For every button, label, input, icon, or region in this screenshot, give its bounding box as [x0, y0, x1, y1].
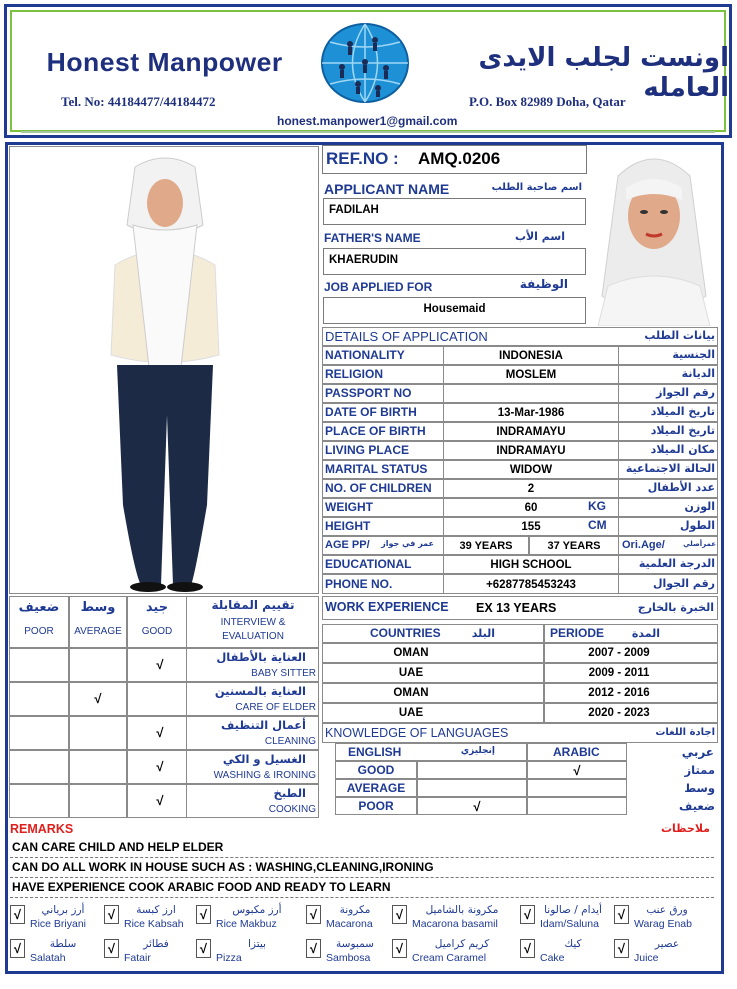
- work-period: 2012 - 2016: [588, 687, 650, 699]
- details-row-label-en: RELIGION: [325, 367, 384, 381]
- education-label-ar: الدرجة العلمية: [638, 557, 715, 570]
- work-label-en: WORK EXPERIENCE: [325, 600, 449, 614]
- ref-value: AMQ.0206: [418, 149, 501, 168]
- work-period: 2007 - 2009: [588, 647, 650, 659]
- food-check: √: [196, 905, 211, 924]
- languages-title-en: KNOWLEDGE OF LANGUAGES: [325, 726, 509, 740]
- food-name-en: Macarona basamil: [412, 918, 498, 930]
- work-country: OMAN: [393, 647, 429, 659]
- details-row-unit: CM: [588, 518, 607, 532]
- countries-label-en: COUNTRIES: [370, 626, 441, 640]
- food-check: √: [306, 905, 321, 924]
- eval-avg-cell: [69, 784, 127, 818]
- phone-label-en: PHONE NO.: [325, 577, 393, 591]
- food-name-en: Fatair: [124, 952, 151, 964]
- lang-level-ar: ممتاز: [684, 763, 715, 777]
- eval-poor-cell: [9, 784, 69, 818]
- details-row-label-en: MARITAL STATUS: [325, 462, 428, 476]
- job-label-en: JOB APPLIED FOR: [324, 280, 433, 294]
- eval-skill-en: CARE OF ELDER: [235, 702, 316, 713]
- lang-arabic-ar: عربي: [681, 745, 714, 759]
- food-name-ar: كيك: [564, 938, 582, 950]
- eval-skill-ar: أعمال التنظيف: [220, 718, 306, 732]
- eval-poor-cell: [9, 682, 69, 716]
- details-row-label-ar: الوزن: [684, 500, 715, 513]
- remark-line-divider: [10, 897, 714, 898]
- eval-good-ar: جيد: [145, 600, 169, 615]
- food-name-ar: أيدام / صالونا: [544, 904, 602, 916]
- lang-level-ar: ضعيف: [679, 799, 715, 813]
- education-label-en: EDUCATIONAL: [325, 557, 412, 571]
- lang-arabic-en: ARABIC: [553, 745, 600, 759]
- work-country: UAE: [398, 707, 424, 719]
- eval-skill-ar: العناية بالأطفال: [216, 650, 306, 664]
- details-row-label-en: NO. OF CHILDREN: [325, 481, 432, 495]
- details-row-label-en: HEIGHT: [325, 519, 371, 533]
- eval-poor-cell: [9, 648, 69, 682]
- full-body-photo: [95, 155, 235, 593]
- details-row-label-ar: الجنسية: [672, 348, 715, 361]
- food-check: √: [196, 939, 211, 958]
- work-period: 2009 - 2011: [588, 667, 650, 679]
- food-check: √: [104, 905, 119, 924]
- lang-english-ar: إنجليزي: [460, 746, 495, 756]
- eval-poor-cell: [9, 750, 69, 784]
- eval-poor-ar: ضعيف: [18, 600, 60, 615]
- lang-arabic-cell: [527, 779, 627, 797]
- details-row-label-en: PASSPORT NO: [325, 386, 412, 400]
- food-name-ar: ارز كبسة: [136, 904, 176, 916]
- details-row-value: MOSLEM: [505, 369, 557, 381]
- details-value-cell: [443, 384, 619, 403]
- po-box: P.O. Box 82989 Doha, Qatar: [469, 94, 626, 109]
- details-row-label-ar: تاريخ الميلاد: [650, 405, 715, 418]
- lang-arabic-check: √: [573, 763, 581, 778]
- details-row-value: INDRAMAYU: [496, 445, 566, 457]
- lang-english-cell: [417, 779, 527, 797]
- food-name-en: Sambosa: [326, 952, 371, 964]
- applicant-label-en: APPLICANT NAME: [324, 181, 450, 197]
- details-row-label-ar: عدد الأطفال: [647, 481, 715, 494]
- education-value: HIGH SCHOOL: [490, 559, 572, 571]
- food-name-ar: ورق عنب: [646, 904, 688, 916]
- food-check: √: [520, 939, 535, 958]
- eval-good-en: GOOD: [141, 626, 173, 637]
- food-check: √: [104, 939, 119, 958]
- food-name-ar: كريم كراميل: [434, 938, 490, 950]
- eval-avg-cell: [69, 716, 127, 750]
- remark-line: CAN CARE CHILD AND HELP ELDER: [12, 840, 224, 854]
- details-row-value: WIDOW: [509, 464, 553, 476]
- remark-line-divider: [10, 877, 714, 878]
- food-name-ar: أرز برياني: [41, 904, 85, 916]
- eval-avg-check: √: [94, 691, 102, 706]
- details-row-label-ar: تاريخ الميلاد: [650, 424, 715, 437]
- food-name-en: Cake: [540, 952, 565, 964]
- details-row-value: INDONESIA: [499, 350, 563, 362]
- lang-level-ar: وسط: [684, 781, 715, 795]
- eval-poor-cell: [9, 716, 69, 750]
- eval-good-check: √: [156, 725, 164, 740]
- details-row-label-ar: الحالة الاجتماعية: [625, 462, 715, 475]
- lang-level-en: POOR: [358, 799, 394, 813]
- details-title-en: DETAILS OF APPLICATION: [325, 329, 488, 344]
- food-name-ar: فطائر: [143, 938, 169, 950]
- applicant-label-ar: اسم صاحبة الطلب: [491, 182, 582, 193]
- details-row-value: 155: [521, 521, 541, 533]
- father-name-value: KHAERUDIN: [329, 254, 398, 266]
- food-check: √: [392, 939, 407, 958]
- food-name-en: Cream Caramel: [412, 952, 487, 964]
- details-row-value: 60: [524, 502, 538, 514]
- details-title-ar: بيانات الطلب: [644, 329, 715, 342]
- food-name-en: Rice Briyani: [30, 918, 87, 930]
- remarks-title-en: REMARKS: [10, 822, 74, 836]
- food-name-en: Salatah: [30, 952, 66, 964]
- eval-skill-ar: الغسيل و الكي: [222, 752, 306, 766]
- food-name-en: Rice Kabsah: [124, 918, 184, 930]
- remark-line: CAN DO ALL WORK IN HOUSE SUCH AS : WASHING,CLEANING,IRONING: [12, 860, 434, 874]
- father-label-en: FATHER'S NAME: [324, 231, 421, 245]
- eval-skill-en: COOKING: [268, 804, 316, 815]
- lang-arabic-cell: [527, 797, 627, 815]
- eval-avg-cell: [69, 648, 127, 682]
- period-label-en: PERIODE: [550, 626, 605, 640]
- period-label-ar: المدة: [631, 627, 660, 640]
- age-ori-value: 37 YEARS: [547, 540, 601, 552]
- food-check: √: [614, 939, 629, 958]
- food-check: √: [306, 939, 321, 958]
- ref-label: REF.NO :: [326, 149, 399, 168]
- details-row-unit: KG: [588, 499, 606, 513]
- details-row-label-en: LIVING PLACE: [325, 443, 410, 457]
- applicant-name-value: FADILAH: [329, 204, 379, 216]
- brand-name-en: Honest Manpower: [46, 47, 283, 77]
- food-name-ar: أرز مكبوس: [232, 904, 282, 916]
- food-name-ar: مكرونة بالشاميل: [425, 904, 499, 916]
- food-name-ar: عصير: [654, 938, 680, 950]
- job-value: Housemaid: [423, 303, 486, 315]
- details-row-label-en: WEIGHT: [325, 500, 373, 514]
- food-name-en: Rice Makbuz: [216, 918, 277, 930]
- food-name-ar: مكرونة: [339, 904, 371, 916]
- eval-skill-ar: الطبخ: [273, 786, 306, 800]
- food-name-en: Warag Enab: [634, 918, 692, 930]
- food-check: √: [520, 905, 535, 924]
- food-check: √: [10, 939, 25, 958]
- food-check: √: [614, 905, 629, 924]
- work-value: EX 13 YEARS: [476, 601, 557, 615]
- eval-title-en-2: EVALUATION: [222, 631, 284, 642]
- lang-level-en: AVERAGE: [346, 781, 406, 795]
- eval-skill-en: CLEANING: [264, 736, 316, 747]
- food-check: √: [10, 905, 25, 924]
- work-country: UAE: [398, 667, 424, 679]
- age-pp-value: 39 YEARS: [459, 540, 513, 552]
- details-row-label-ar: الديانة: [681, 367, 715, 380]
- father-label-ar: اسم الأب: [514, 230, 565, 243]
- details-row-label-en: DATE OF BIRTH: [325, 405, 417, 419]
- food-name-ar: سلطة: [49, 938, 77, 950]
- job-label-ar: الوظيفة: [519, 277, 568, 291]
- eval-good-check: √: [156, 657, 164, 672]
- remark-line: HAVE EXPERIENCE COOK ARABIC FOOD AND READY TO LEARN: [12, 880, 391, 894]
- languages-title-ar: اجادة اللغات: [655, 727, 715, 738]
- remark-line-divider: [10, 857, 714, 858]
- food-name-ar: سمبوسة: [336, 938, 374, 950]
- remarks-title-ar: ملاحظات: [661, 822, 710, 835]
- details-row-label-ar: الطول: [679, 519, 715, 532]
- eval-avg-cell: [69, 750, 127, 784]
- lang-english-en: ENGLISH: [348, 745, 402, 759]
- food-name-en: Idam/Saluna: [540, 918, 599, 930]
- letterhead: [4, 4, 732, 138]
- eval-skill-ar: العناية بالمسنين: [214, 684, 306, 698]
- eval-skill-en: BABY SITTER: [251, 668, 316, 679]
- brand-name-ar: اونست لجلب الايدى العامله: [478, 43, 729, 103]
- eval-avg-ar: وسط: [80, 600, 116, 615]
- details-row-label-en: NATIONALITY: [325, 348, 405, 362]
- portrait-photo: [588, 146, 720, 326]
- header-divider: [21, 131, 715, 133]
- eval-good-cell: [127, 682, 187, 716]
- telephone: Tel. No: 44184477/44184472: [61, 94, 216, 109]
- work-period: 2020 - 2023: [588, 707, 650, 719]
- eval-good-check: √: [156, 793, 164, 808]
- lang-level-en: GOOD: [357, 763, 395, 777]
- eval-poor-en: POOR: [24, 626, 54, 637]
- food-name-en: Macarona: [326, 918, 373, 930]
- lang-english-check: √: [473, 799, 481, 814]
- globe-logo-icon: [320, 22, 410, 104]
- age-label-en: AGE PP/: [325, 539, 370, 551]
- work-label-ar: الخبرة بالخارج: [637, 601, 714, 614]
- phone-label-ar: رقم الجوال: [652, 577, 715, 590]
- age-label-ar: عمر في جواز: [381, 539, 434, 548]
- details-row-label-en: PLACE OF BIRTH: [325, 424, 426, 438]
- eval-skill-en: WASHING & IRONING: [213, 770, 316, 781]
- details-row-value: 2: [527, 483, 535, 495]
- phone-value: +6287785453243: [486, 579, 576, 591]
- details-row-value: INDRAMAYU: [496, 426, 566, 438]
- food-name-ar: بيتزا: [248, 938, 266, 950]
- work-country: OMAN: [393, 687, 429, 699]
- details-row-value: 13-Mar-1986: [497, 407, 565, 419]
- lang-english-cell: [417, 761, 527, 779]
- details-row-label-ar: مكان الميلاد: [650, 443, 715, 456]
- details-row-label-ar: رقم الجواز: [656, 386, 715, 399]
- eval-title-ar: تقييم المقابلة: [211, 598, 295, 612]
- food-name-en: Pizza: [216, 952, 242, 964]
- eval-good-check: √: [156, 759, 164, 774]
- food-check: √: [392, 905, 407, 924]
- eval-title-en-1: INTERVIEW &: [220, 617, 286, 628]
- age-ori-label-ar: عمرأصلي: [683, 540, 716, 548]
- eval-avg-en: AVERAGE: [74, 626, 122, 637]
- email: honest.manpower1@gmail.com: [277, 114, 458, 128]
- countries-label-ar: البلد: [471, 627, 495, 640]
- age-ori-label-en: Ori.Age/: [622, 539, 665, 551]
- food-name-en: Juice: [634, 952, 659, 964]
